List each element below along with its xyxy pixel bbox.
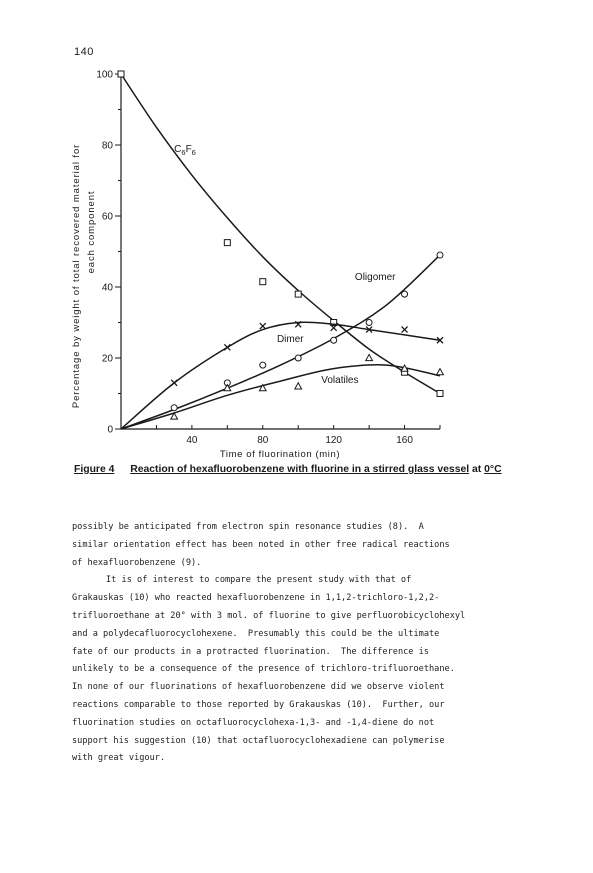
body-line: In none of our fluorinations of hexafluorobenzene did we observe violent [72,682,445,693]
figure-caption [74,464,526,475]
body-line: and a polydecafluorocyclohexene. Presumably this could be the ultimate [72,628,440,639]
x-tick-label: 120 [325,435,343,446]
point-volatiles [366,354,373,360]
y-tick-label: 0 [107,424,113,436]
series-label: Volatiles [321,374,359,386]
caption-text: Reaction of hexafluorobenzene with fluorine in a stirred glass vessel [130,464,470,475]
x-tick-label: 40 [186,435,198,446]
point-dimer [171,380,177,386]
series-label: Dimer [276,334,304,346]
series-label: $C_6F_6$ [174,144,196,158]
y-tick-label: 80 [101,140,113,152]
point-c6f6 [118,71,124,77]
y-axis-label: each component [86,190,97,274]
body-line: with great vigour. [72,753,166,764]
y-axis-label: Percentage by weight of total recovered material for [71,143,82,409]
body-line: unlikely to be a consequence of the presence of trichloro-trifluoroethane. [72,664,455,675]
y-tick-label: 60 [101,211,113,223]
point-dimer [260,323,266,329]
point-oligomer [366,320,372,326]
point-oligomer [295,355,301,361]
caption-suffix: at [469,464,485,475]
body-line: fluorination studies on octafluorocyclohexa-1,3- and -1,4-diene do not [72,717,435,728]
point-oligomer [171,405,177,411]
body-line: possibly be anticipated from electron spin resonance studies (8). A [72,522,424,532]
point-oligomer [260,362,266,368]
body-line: trifluoroethane at 20° with 3 mol. of fluorine to give perfluorobicyclohexyl [72,610,466,621]
series-line-c6f6 [121,74,440,394]
body-line: fate of our products in a protracted fluorination. The difference is [72,646,429,657]
point-volatiles [437,369,444,375]
x-axis-label: Time of fluorination (min) [219,449,341,460]
body-line: of hexafluorobenzene (9). [72,557,202,568]
y-tick-label: 20 [101,353,113,365]
point-c6f6 [224,240,230,246]
point-oligomer [331,337,337,343]
body-line: support his suggestion (10) that octafluorocyclohexadiene can polymerise [72,735,445,746]
page-number: 140 [74,46,94,58]
caption-label: Figure 4 [74,464,115,475]
point-dimer [224,344,230,350]
caption-temperature: 0°C [484,464,502,475]
point-dimer [402,327,408,333]
series-line-volatiles [121,365,440,429]
body-line: similar orientation effect has been noted in other free radical reactions [72,539,450,550]
body-line: reactions comparable to those reported by Grakauskas (10). Further, our [72,699,445,710]
body-line: It is of interest to compare the present study with that of [106,575,412,586]
series-label: Oligomer [354,271,396,283]
x-tick-label: 80 [257,435,269,446]
point-c6f6 [260,279,266,285]
point-oligomer [402,291,408,297]
point-c6f6 [437,391,443,397]
point-volatiles [295,383,302,389]
body-text [72,519,540,768]
point-c6f6 [295,291,301,297]
y-tick-label: 100 [96,69,113,81]
body-line: Grakauskas (10) who reacted hexafluorobenzene in 1,1,2-trichloro-1,2,2- [72,593,440,604]
x-tick-label: 160 [396,435,413,446]
point-oligomer [437,252,443,258]
y-tick-label: 40 [101,282,113,294]
